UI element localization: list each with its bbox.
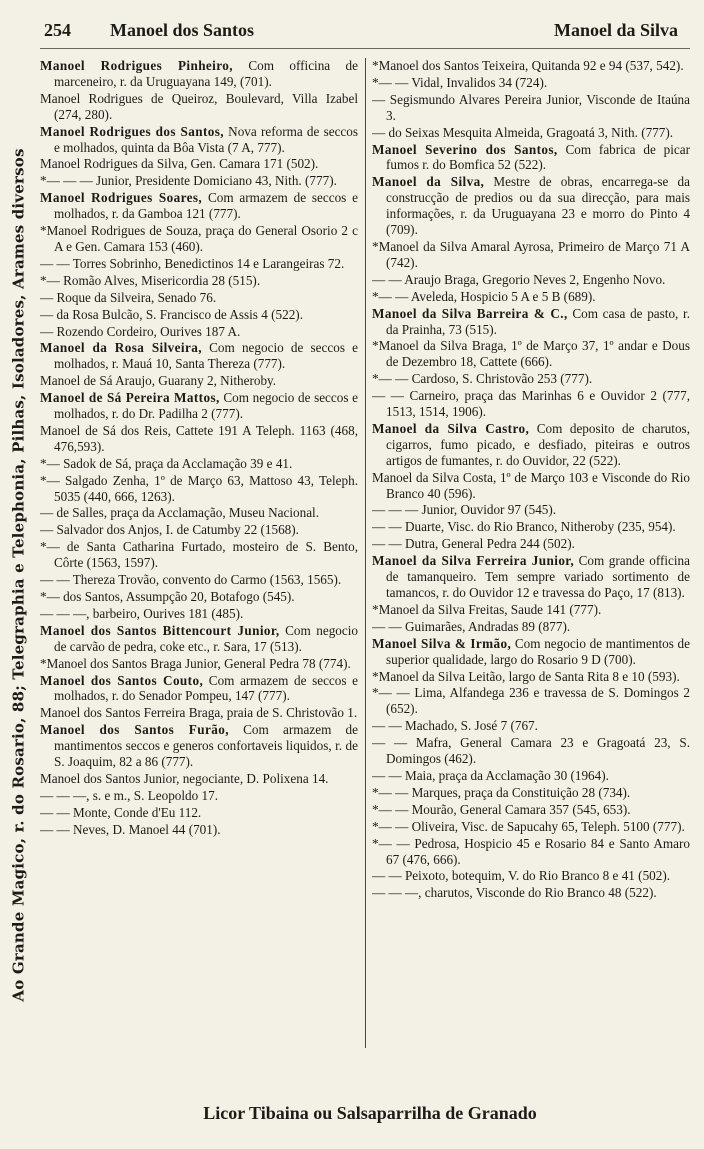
- directory-entry: [372, 421, 690, 469]
- entry-text: Manoel da Silva Costa, 1º de Março 103 e Visconde do Rio Branco 40 (596).: [372, 469, 690, 501]
- directory-entry: [372, 58, 690, 74]
- entry-text: *Manoel da Silva Freitas, Saude 141 (777).: [372, 601, 602, 617]
- directory-entry: [372, 371, 690, 387]
- directory-entry: [372, 272, 690, 288]
- entry-text: — — Mafra, General Camara 23 e Gragoatá 23, S. Domingos (462).: [372, 735, 690, 767]
- column-divider: [365, 58, 366, 1048]
- directory-entry: [40, 522, 358, 538]
- directory-entry: [40, 473, 358, 505]
- entry-text: — Roque da Silveira, Senado 76.: [40, 289, 217, 305]
- directory-entry: [372, 174, 690, 238]
- directory-entry: [372, 885, 690, 901]
- directory-entry: [40, 805, 358, 821]
- entry-name-bold: Manoel Severino dos Santos,: [372, 141, 558, 157]
- directory-entry: [40, 156, 358, 172]
- directory-entry: [372, 92, 690, 124]
- directory-entry: [40, 505, 358, 521]
- directory-entry: [40, 273, 358, 289]
- entry-text: Com grande officina de tamanqueiro. Tem sempre variado sortimento de tamancos, r. do Ouvidor 12 e travessa do Paço, 17 (813).: [386, 553, 690, 600]
- directory-entry: [372, 502, 690, 518]
- entry-text: — da Rosa Bulcão, S. Francisco de Assis 4 (522).: [40, 306, 303, 322]
- entry-text: *— — Cardoso, S. Christovão 253 (777).: [372, 371, 593, 387]
- directory-entry: [40, 456, 358, 472]
- entry-text: *— Romão Alves, Misericordia 28 (515).: [40, 272, 261, 288]
- entry-text: Manoel de Sá dos Reis, Cattete 191 A Teleph. 1163 (468, 476,593).: [40, 422, 358, 454]
- entry-text: *— — Mourão, General Camara 357 (545, 653).: [372, 801, 631, 817]
- directory-entry: [40, 190, 358, 222]
- directory-entry: [40, 58, 358, 90]
- entry-text: — — Neves, D. Manoel 44 (701).: [40, 821, 221, 837]
- directory-entry: [40, 705, 358, 721]
- entry-text: *— dos Santos, Assumpção 20, Botafogo (545).: [40, 589, 295, 604]
- right-running-title: Manoel da Silva: [553, 20, 678, 40]
- entry-text: Com casa de pasto, r. da Prainha, 73 (515).: [386, 305, 690, 337]
- entry-text: *Manoel dos Santos Teixeira, Quitanda 92 e 94 (537, 542).: [372, 58, 684, 73]
- directory-entry: [40, 307, 358, 323]
- entry-text: *— — — Junior, Presidente Domiciano 43, Nith. (777).: [40, 173, 337, 189]
- entry-text: Manoel de Sá Araujo, Guarany 2, Nitheroby.: [40, 373, 277, 389]
- directory-entry: [40, 124, 358, 156]
- left-column: [40, 58, 358, 1058]
- directory-entry: [40, 606, 358, 622]
- directory-entry: [372, 142, 690, 174]
- directory-entry: [40, 173, 358, 189]
- entry-text: *— — Pedrosa, Hospicio 45 e Rosario 84 e Santo Amaro 67 (476, 666).: [372, 835, 690, 867]
- page-number: 254: [44, 20, 71, 40]
- directory-entry: [40, 771, 358, 787]
- entry-name-bold: Manoel Rodrigues Pinheiro,: [40, 58, 233, 73]
- entry-name-bold: Manoel da Silva Barreira & C.,: [372, 305, 568, 321]
- entry-name-bold: Manoel dos Santos Bittencourt Junior,: [40, 622, 280, 638]
- entry-text: *Manoel dos Santos Braga Junior, General Pedra 78 (774).: [40, 655, 351, 671]
- directory-entry: [40, 373, 358, 389]
- directory-entry: [372, 735, 690, 767]
- directory-entry: [372, 718, 690, 734]
- directory-entry: [372, 536, 690, 552]
- entry-name-bold: Manoel Rodrigues dos Santos,: [40, 123, 224, 139]
- entry-text: — Rozendo Cordeiro, Ourives 187 A.: [40, 323, 241, 339]
- directory-entry: [40, 91, 358, 123]
- directory-entry: [40, 539, 358, 571]
- directory-entry: [40, 223, 358, 255]
- entry-name-bold: Manoel Silva & Irmão,: [372, 635, 512, 651]
- entry-text: *— — Aveleda, Hospicio 5 A e 5 B (689).: [372, 288, 596, 304]
- directory-entry: [40, 423, 358, 455]
- entry-text: *— — Oliveira, Visc. de Sapucahy 65, Teleph. 5100 (777).: [372, 818, 685, 834]
- entry-text: Com officina de marceneiro, r. da Uruguayana 149, (701).: [54, 58, 358, 89]
- entry-text: — — Monte, Conde d'Eu 112.: [40, 804, 202, 820]
- directory-entry: [372, 338, 690, 370]
- directory-entry: [372, 553, 690, 601]
- entry-name-bold: Manoel dos Santos Couto,: [40, 672, 204, 688]
- entry-text: — — —, barbeiro, Ourives 181 (485).: [40, 605, 244, 621]
- entry-text: Com deposito de charutos, cigarros, fumo picado, e desfiado, piteiras e outros artigos de fumantes, r. do Ouvidor, 22 (522).: [386, 420, 690, 468]
- entry-text: Nova reforma de seccos e molhados, quinta da Bôa Vista (7 A, 777).: [54, 123, 358, 155]
- directory-entry: [372, 836, 690, 868]
- entry-text: — Salvador dos Anjos, I. de Catumby 22 (1568).: [40, 522, 299, 538]
- entry-text: *— — Vidal, Invalidos 34 (724).: [372, 74, 548, 90]
- entry-name-bold: Manoel da Silva,: [372, 174, 485, 190]
- entry-text: Com negocio de carvão de pedra, coke etc., r. Sara, 17 (513).: [54, 622, 358, 654]
- entry-text: — — Maia, praça da Acclamação 30 (1964).: [372, 767, 609, 783]
- entry-text: — — Torres Sobrinho, Benedictinos 14 e Larangeiras 72.: [40, 255, 345, 271]
- left-running-title: Manoel dos Santos: [110, 20, 255, 40]
- entry-text: *Manoel Rodrigues de Souza, praça do General Osorio 2 c A e Gen. Camara 153 (460).: [40, 223, 358, 254]
- entry-text: — — Carneiro, praça das Marinhas 6 e Ouvidor 2 (777, 1513, 1514, 1906).: [372, 388, 690, 420]
- entry-text: *— de Santa Catharina Furtado, mosteiro de S. Bento, Côrte (1563, 1597).: [40, 539, 358, 571]
- directory-entry: [372, 868, 690, 884]
- entry-text: Manoel Rodrigues de Queiroz, Boulevard, Villa Izabel (274, 280).: [40, 90, 358, 122]
- directory-entry: [372, 669, 690, 685]
- entry-text: — — Peixoto, botequim, V. do Rio Branco 8 e 41 (502).: [372, 868, 671, 884]
- entry-name-bold: Manoel da Rosa Silveira,: [40, 340, 202, 356]
- entry-text: — — — Junior, Ouvidor 97 (545).: [372, 502, 557, 518]
- side-advertisement: [4, 40, 34, 1110]
- directory-entry: [372, 519, 690, 535]
- entry-text: *Manoel da Silva Amaral Ayrosa, Primeiro de Março 71 A (742).: [372, 238, 690, 270]
- directory-entry: [372, 802, 690, 818]
- entry-text: *— — Lima, Alfandega 236 e travessa de S. Domingos 2 (652).: [372, 685, 690, 717]
- entry-text: Com negocio de seccos e molhados, r. Mauá 10, Santa Thereza (777).: [54, 340, 358, 372]
- directory-entry: [40, 572, 358, 588]
- entry-text: — — Machado, S. José 7 (767.: [372, 718, 538, 734]
- entry-text: — do Seixas Mesquita Almeida, Gragoatá 3, Nith. (777).: [372, 124, 674, 140]
- entry-text: — de Salles, praça da Acclamação, Museu Nacional.: [40, 505, 320, 521]
- directory-entry: [372, 125, 690, 141]
- side-advertisement-text: Ao Grande Magico, r. do Rosario, 88; Telegraphia e Telephonia, Pilhas, Isoladores, Arames diversos: [10, 148, 29, 1002]
- directory-entry: [372, 75, 690, 91]
- entry-text: Com armazem de seccos e molhados, r. do Senador Pompeu, 147 (777).: [54, 672, 358, 704]
- entry-text: Mestre de obras, encarrega-se da construcção de predios ou da sua direcção, para mais informações, r. da Uruguayana 23 e morro do Pinto 4 (709).: [386, 174, 690, 238]
- page-header: [44, 20, 690, 44]
- entry-text: *— — Marques, praça da Constituição 28 (734).: [372, 784, 631, 800]
- directory-entry: [372, 306, 690, 338]
- entry-text: Com fabrica de picar fumos r. do Bomfica 52 (522).: [386, 141, 690, 173]
- directory-entry: [372, 768, 690, 784]
- directory-entry: [40, 673, 358, 705]
- directory-entry: [372, 470, 690, 502]
- directory-entry: [372, 685, 690, 717]
- entry-text: — — Guimarães, Andradas 89 (877).: [372, 618, 571, 634]
- entry-text: Com armazem de mantimentos seccos e generos confortaveis liquidos, r. de S. Joaquim, 82 a 86 (777).: [54, 722, 358, 770]
- footer-advertisement: Licor Tibaina ou Salsaparrilha de Granado: [203, 1103, 537, 1123]
- entry-text: — — Araujo Braga, Gregorio Neves 2, Engenho Novo.: [372, 271, 666, 287]
- entry-text: Com armazem de seccos e molhados, r. da Gamboa 121 (777).: [54, 190, 358, 222]
- entry-text: Com negocio de seccos e molhados, r. do Dr. Padilha 2 (777).: [54, 390, 358, 422]
- entry-text: — — Dutra, General Pedra 244 (502).: [372, 536, 575, 552]
- entry-name-bold: Manoel de Sá Pereira Mattos,: [40, 390, 220, 406]
- directory-entry: [372, 602, 690, 618]
- directory-entry: [372, 785, 690, 801]
- entry-text: Com negocio de mantimentos de superior qualidade, largo do Rosario 9 D (700).: [386, 635, 690, 667]
- directory-entry: [372, 239, 690, 271]
- directory-entry: [372, 388, 690, 420]
- directory-entry: [372, 636, 690, 668]
- directory-entry: [40, 722, 358, 770]
- entry-text: Manoel dos Santos Ferreira Braga, praia de S. Christovão 1.: [40, 705, 358, 721]
- entry-text: — — —, s. e m., S. Leopoldo 17.: [40, 787, 219, 803]
- directory-entry: [40, 589, 358, 605]
- directory-entry: [40, 256, 358, 272]
- directory-entry: [372, 819, 690, 835]
- directory-entry: [40, 390, 358, 422]
- entry-text: *Manoel da Silva Leitão, largo de Santa Rita 8 e 10 (593).: [372, 668, 680, 684]
- entry-text: *Manoel da Silva Braga, 1º de Março 37, 1º andar e Dous de Dezembro 18, Cattete (666).: [372, 338, 690, 370]
- directory-entry: [40, 822, 358, 838]
- entry-text: Manoel Rodrigues da Silva, Gen. Camara 171 (502).: [40, 156, 319, 172]
- header-rule: [40, 48, 690, 49]
- right-column: [372, 58, 690, 1058]
- directory-entry: [372, 289, 690, 305]
- directory-entry: [40, 623, 358, 655]
- directory-entry: [40, 340, 358, 372]
- entry-text: — — Thereza Trovão, convento do Carmo (1563, 1565).: [40, 572, 342, 588]
- entry-name-bold: Manoel da Silva Ferreira Junior,: [372, 553, 575, 569]
- entry-text: — — Duarte, Visc. do Rio Branco, Nitheroby (235, 954).: [372, 519, 676, 535]
- directory-entry: [40, 324, 358, 340]
- directory-entry: [40, 656, 358, 672]
- directory-entry: [40, 788, 358, 804]
- directory-entry: [372, 619, 690, 635]
- entry-text: *— Salgado Zenha, 1º de Março 63, Mattoso 43, Teleph. 5035 (440, 666, 1263).: [40, 472, 358, 504]
- entry-text: — Segismundo Alvares Pereira Junior, Visconde de Itaúna 3.: [372, 91, 690, 123]
- entry-text: *— Sadok de Sá, praça da Acclamação 39 e 41.: [40, 455, 293, 471]
- entry-name-bold: Manoel da Silva Castro,: [372, 420, 530, 436]
- entry-text: Manoel dos Santos Junior, negociante, D. Polixena 14.: [40, 770, 329, 786]
- entry-name-bold: Manoel dos Santos Furão,: [40, 722, 229, 738]
- directory-entry: [40, 290, 358, 306]
- entry-text: — — —, charutos, Visconde do Rio Branco 48 (522).: [372, 885, 657, 901]
- entry-name-bold: Manoel Rodrigues Soares,: [40, 190, 203, 206]
